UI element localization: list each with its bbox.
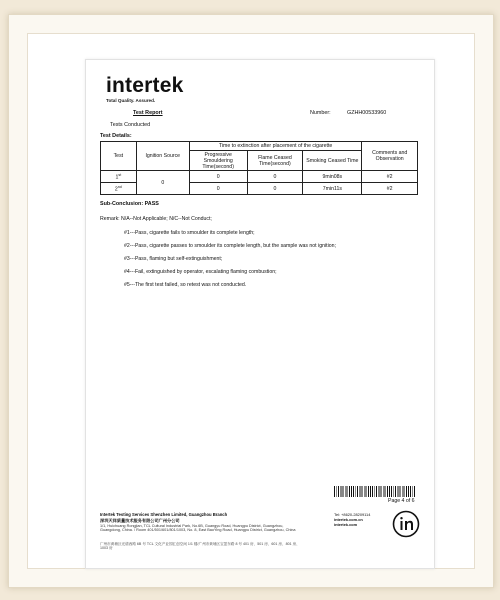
cell-test: 2nd <box>101 183 137 195</box>
logo-tagline: Total Quality. Assured. <box>106 98 156 103</box>
intertek-logo: intertek <box>106 74 184 97</box>
document-page <box>85 59 435 569</box>
header-comments: Comments and Observation <box>362 142 418 171</box>
footer-company: Intertek Testing Services Shenzhen Limited, Guangzhou Branch <box>100 512 228 517</box>
cell-test: 1st <box>101 171 137 183</box>
cell-comment: #2 <box>362 171 418 183</box>
remark: Remark: N/A--Not Applicable; N/C--Not Conduct; <box>100 216 212 222</box>
header-time-to-extinction: Time to extinction after placement of the cigarette <box>189 142 362 151</box>
footer-address-cn: 广州市黄埔区光谱西路 6B 号 TCL 文化产业园汇创空间 1/1 楼/广州市黄埔区宝盈东路 8 号 401 房、501 房、601 房、801 房、1003 房 <box>100 542 300 551</box>
header-progressive: Progressive Smouldering Time(second) <box>189 151 247 171</box>
tests-conducted-heading: Tests Conducted <box>110 122 151 128</box>
cell-flame: 0 <box>247 183 303 195</box>
header-smoking-ceased: Smoking Ceased Time <box>303 151 362 171</box>
footer-contact <box>334 512 370 527</box>
page-number: Page 4 of 6 <box>388 498 415 504</box>
footer-web-cn: intertek.com.cn <box>334 517 363 522</box>
table-row <box>101 171 418 183</box>
report-number: GZHH00533960 <box>347 110 387 116</box>
sub-conclusion: Sub-Conclusion: PASS <box>100 201 159 207</box>
note-4: #4---Fail, extinguished by operator, escalating flaming combustion; <box>124 269 277 275</box>
footer-address: 1/1, Huichuang Rongjian, TCL Cultural Industrial Park, No.6B, Guangyu Road, Huangpu District, Guangzhou, Guangdong, China. / Room 401/501/601/801/1003, No. 8, East BaoYing Road, Huangpu District, Guangzhou, China <box>100 524 296 533</box>
header-ignition-source: Ignition Source <box>136 142 189 171</box>
header-flame-ceased: Flame Ceased Time(second) <box>247 151 303 171</box>
header-test: Test <box>101 142 137 171</box>
results-table <box>100 141 418 195</box>
cell-flame: 0 <box>247 171 303 183</box>
intertek-in-logo-icon <box>392 510 420 538</box>
cell-smoking: 9min08s <box>303 171 362 183</box>
test-details-heading: Test Details: <box>100 133 132 139</box>
note-1: #1---Pass, cigarette fails to smoulder its complete length; <box>124 230 255 236</box>
cell-ignition-source: 0 <box>136 171 189 195</box>
footer-company-cn: 深圳天祥质量技术服务有限公司广州分公司 <box>100 518 180 523</box>
note-2: #2---Pass, cigarette passes to smoulder its complete length, but the sample was not ignition; <box>124 243 336 249</box>
cell-smoking: 7min11s <box>303 183 362 195</box>
footer-tel: Tel: +8620-28209114 <box>334 512 371 517</box>
report-number-label: Number: <box>310 110 331 116</box>
report-title: Test Report <box>133 110 163 116</box>
cell-progressive: 0 <box>189 171 247 183</box>
cell-progressive: 0 <box>189 183 247 195</box>
note-3: #3---Pass, flaming but self-extinguishment; <box>124 256 223 262</box>
picture-frame <box>8 14 494 588</box>
barcode <box>334 486 416 497</box>
cell-comment: #2 <box>362 183 418 195</box>
footer-web: intertek.com <box>334 522 358 527</box>
note-5: #5---The first test failed, so retest was not conducted. <box>124 282 247 288</box>
